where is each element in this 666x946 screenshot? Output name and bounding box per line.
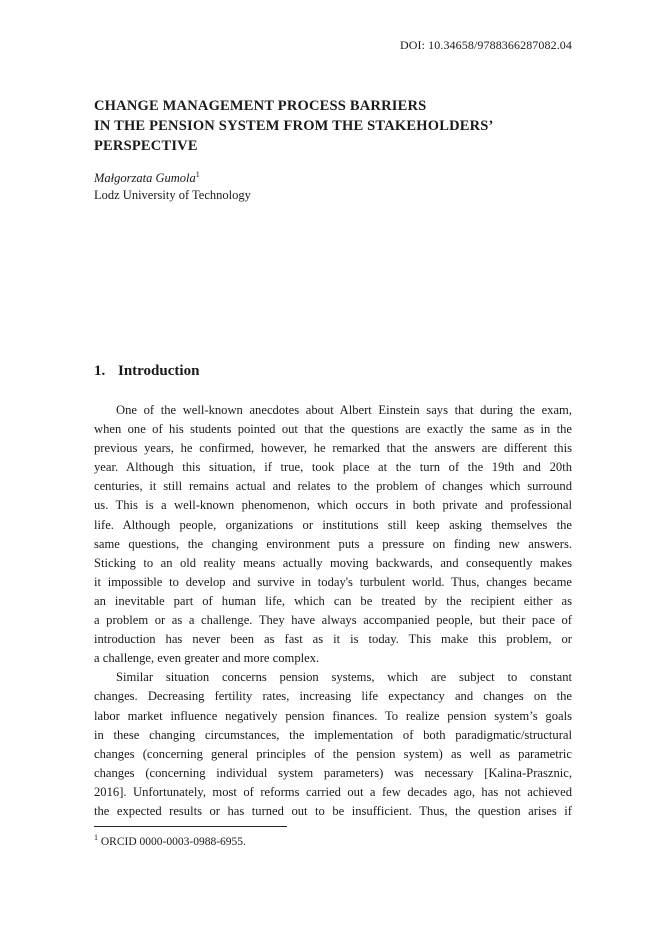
- body-line: an inevitable part of human life, which can be treated by the recipient either as: [94, 593, 572, 608]
- body-line: Similar situation concerns pension systems, which are subject to constant: [116, 670, 572, 685]
- section-title: Introduction: [118, 363, 200, 379]
- body-line: 2016]. Unfortunately, most of reforms carried out a few decades ago, has not achieved: [94, 784, 572, 799]
- body-line: the expected results or has turned out to be insufficient. Thus, the question arises if: [94, 803, 572, 818]
- body-line: a problem or as a challenge. They have always accompanied people, but their pace of: [94, 613, 572, 628]
- body-line: Sticking to an old reality means actually moving backwards, and consequently makes: [94, 555, 572, 570]
- body-line: changes (concerning general principles of the pension system) as well as parametric: [94, 746, 572, 761]
- title-line: PERSPECTIVE: [94, 138, 198, 154]
- section-heading: [94, 363, 199, 380]
- body-line: changes. Decreasing fertility rates, increasing life expectancy and changes on the: [94, 689, 572, 704]
- footnote: [94, 833, 246, 848]
- body-line: when one of his students pointed out that the questions are exactly the same as in the: [94, 422, 572, 437]
- author-name-text: Małgorzata Gumola: [94, 171, 196, 185]
- body-line: year. Although this situation, if true, took place at the turn of the 19th and 20th: [94, 460, 572, 475]
- author-footnote-mark: 1: [195, 169, 200, 179]
- doi-header: DOI: 10.34658/9788366287082.04: [400, 38, 572, 52]
- body-line: in these changing circumstances, the implementation of both paradigmatic/structural: [94, 727, 572, 742]
- author-name: [94, 171, 200, 186]
- body-line: same questions, the changing environment puts a pressure on finding new answers.: [94, 536, 572, 551]
- footnote-divider: [94, 826, 287, 827]
- body-line: changes (concerning individual system parameters) was necessary [Kalina-Prasznic,: [94, 765, 572, 780]
- article-title: [94, 96, 574, 156]
- section-number: 1.: [94, 363, 106, 379]
- author-affiliation: Lodz University of Technology: [94, 188, 251, 202]
- body-line: us. This is a well-known phenomenon, which occurs in both private and professional: [94, 498, 572, 513]
- body-line: life. Although people, organizations or institutions still keep asking themselves the: [94, 517, 572, 532]
- footnote-mark: 1: [94, 833, 98, 843]
- body-line: labor market influence negatively pension finances. To realize pension system’s goals: [94, 708, 572, 723]
- body-line: centuries, it still remains actual and relates to the problem of changes which surround: [94, 479, 572, 494]
- body-line: introduction has never been as fast as it is today. This make this problem, or: [94, 632, 572, 647]
- body-text: [94, 401, 572, 821]
- body-line: a challenge, even greater and more complex.: [94, 651, 320, 666]
- body-line: previous years, he confirmed, however, he remarked that the answers are different this: [94, 441, 572, 456]
- title-line: IN THE PENSION SYSTEM FROM THE STAKEHOLDERS’: [94, 118, 494, 134]
- title-line: CHANGE MANAGEMENT PROCESS BARRIERS: [94, 98, 427, 114]
- body-line: it impossible to develop and survive in today's turbulent world. Thus, changes became: [94, 574, 572, 589]
- body-line: One of the well-known anecdotes about Albert Einstein says that during the exam,: [116, 403, 572, 417]
- footnote-text: ORCID 0000-0003-0988-6955.: [98, 836, 246, 848]
